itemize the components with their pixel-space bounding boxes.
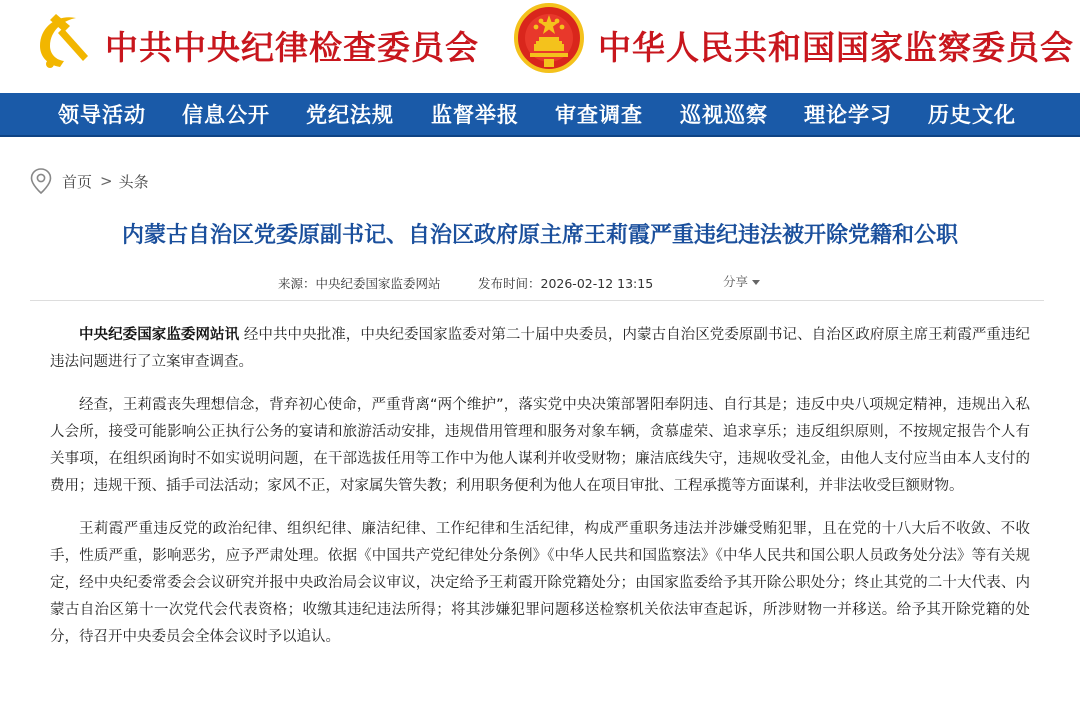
chevron-down-icon <box>752 280 760 285</box>
nav-item-regulations[interactable]: 党纪法规 <box>306 102 394 127</box>
article-source: 来源：中央纪委国家监委网站 <box>278 276 441 291</box>
article-publish-time: 发布时间：2026-02-12 13:15 <box>478 276 654 291</box>
state-commission-title[interactable]: 中华人民共和国国家监察委员会 <box>598 28 1074 67</box>
breadcrumb <box>30 168 149 194</box>
article-paragraph: 王莉霞严重违反党的政治纪律、组织纪律、廉洁纪律、工作纪律和生活纪律，构成严重职务违法并涉嫌受贿犯罪，且在党的十八大后不收敛、不收手，性质严重，影响恶劣，应予严肃处理。依据《中国共产党纪律处分条例》《中华人民共和国监察法》《中华人民共和国公职人员政务处分法》等有关规定，经中央纪委常委会会议研究并报中央政治局会议审议，决定给予王莉霞开除党籍处分；由国家监委给予其开除公职处分；终止其党的二十大代表、内蒙古自治区第十一次党代会代表资格；收缴其违纪违法所得；将其涉嫌犯罪问题移送检察机关依法审查起诉，所涉财物一并移送。给予其开除党籍的处分，待召开中央委员会全体会议时予以追认。 <box>50 521 1030 645</box>
nav-item-leadership[interactable]: 领导活动 <box>58 102 146 127</box>
article-meta <box>0 274 1080 294</box>
breadcrumb-current[interactable]: 头条 <box>118 172 149 191</box>
party-commission-title[interactable]: 中共中央纪律检查委员会 <box>105 28 479 67</box>
nav-item-investigation[interactable]: 审查调查 <box>555 102 643 127</box>
nav-item-information[interactable]: 信息公开 <box>182 102 270 127</box>
share-label: 分享 <box>723 274 749 289</box>
nav-item-theory[interactable]: 理论学习 <box>804 102 892 127</box>
party-emblem-icon[interactable] <box>30 6 94 70</box>
main-nav <box>0 93 1080 137</box>
site-header <box>0 0 1080 93</box>
breadcrumb-separator: > <box>100 172 113 190</box>
article-body <box>50 322 1030 667</box>
nav-item-history[interactable]: 历史文化 <box>928 102 1016 127</box>
location-pin-icon <box>30 168 52 194</box>
share-button[interactable] <box>723 272 760 290</box>
nav-item-reporting[interactable]: 监督举报 <box>431 102 519 127</box>
national-emblem-icon[interactable] <box>514 3 584 73</box>
nav-item-inspection[interactable]: 巡视巡察 <box>680 102 768 127</box>
article-paragraph: 经查，王莉霞丧失理想信念，背弃初心使命，严重背离“两个维护”，落实党中央决策部署阳奉阴违、自行其是；违反中央八项规定精神，违规出入私人会所，接受可能影响公正执行公务的宴请和旅游活动安排，违规借用管理和服务对象车辆，贪慕虚荣、追求享乐；违反组织原则，不按规定报告个人有关事项，在组织函询时不如实说明问题，在干部选拔任用等工作中为他人谋利并收受财物；廉洁底线失守，违规收受礼金，由他人支付应当由本人支付的费用；违规干预、插手司法活动；家风不正，对家属失管失教；利用职务便利为他人在项目审批、工程承揽等方面谋利，并非法收受巨额财物。 <box>50 397 1030 494</box>
article-title: 内蒙古自治区党委原副书记、自治区政府原主席王莉霞严重违纪违法被开除党籍和公职 <box>121 223 958 248</box>
article-paragraph-text: 经中共中央批准，中央纪委国家监委对第二十届中央委员，内蒙古自治区党委原副书记、自治区政府原主席王莉霞严重违纪违法问题进行了立案审查调查。 <box>50 327 1031 370</box>
breadcrumb-home-link[interactable]: 首页 <box>62 172 93 191</box>
article-paragraph <box>50 322 1030 376</box>
meta-divider <box>30 300 1044 301</box>
article-lead-source: 中央纪委国家监委网站讯 <box>79 327 240 343</box>
